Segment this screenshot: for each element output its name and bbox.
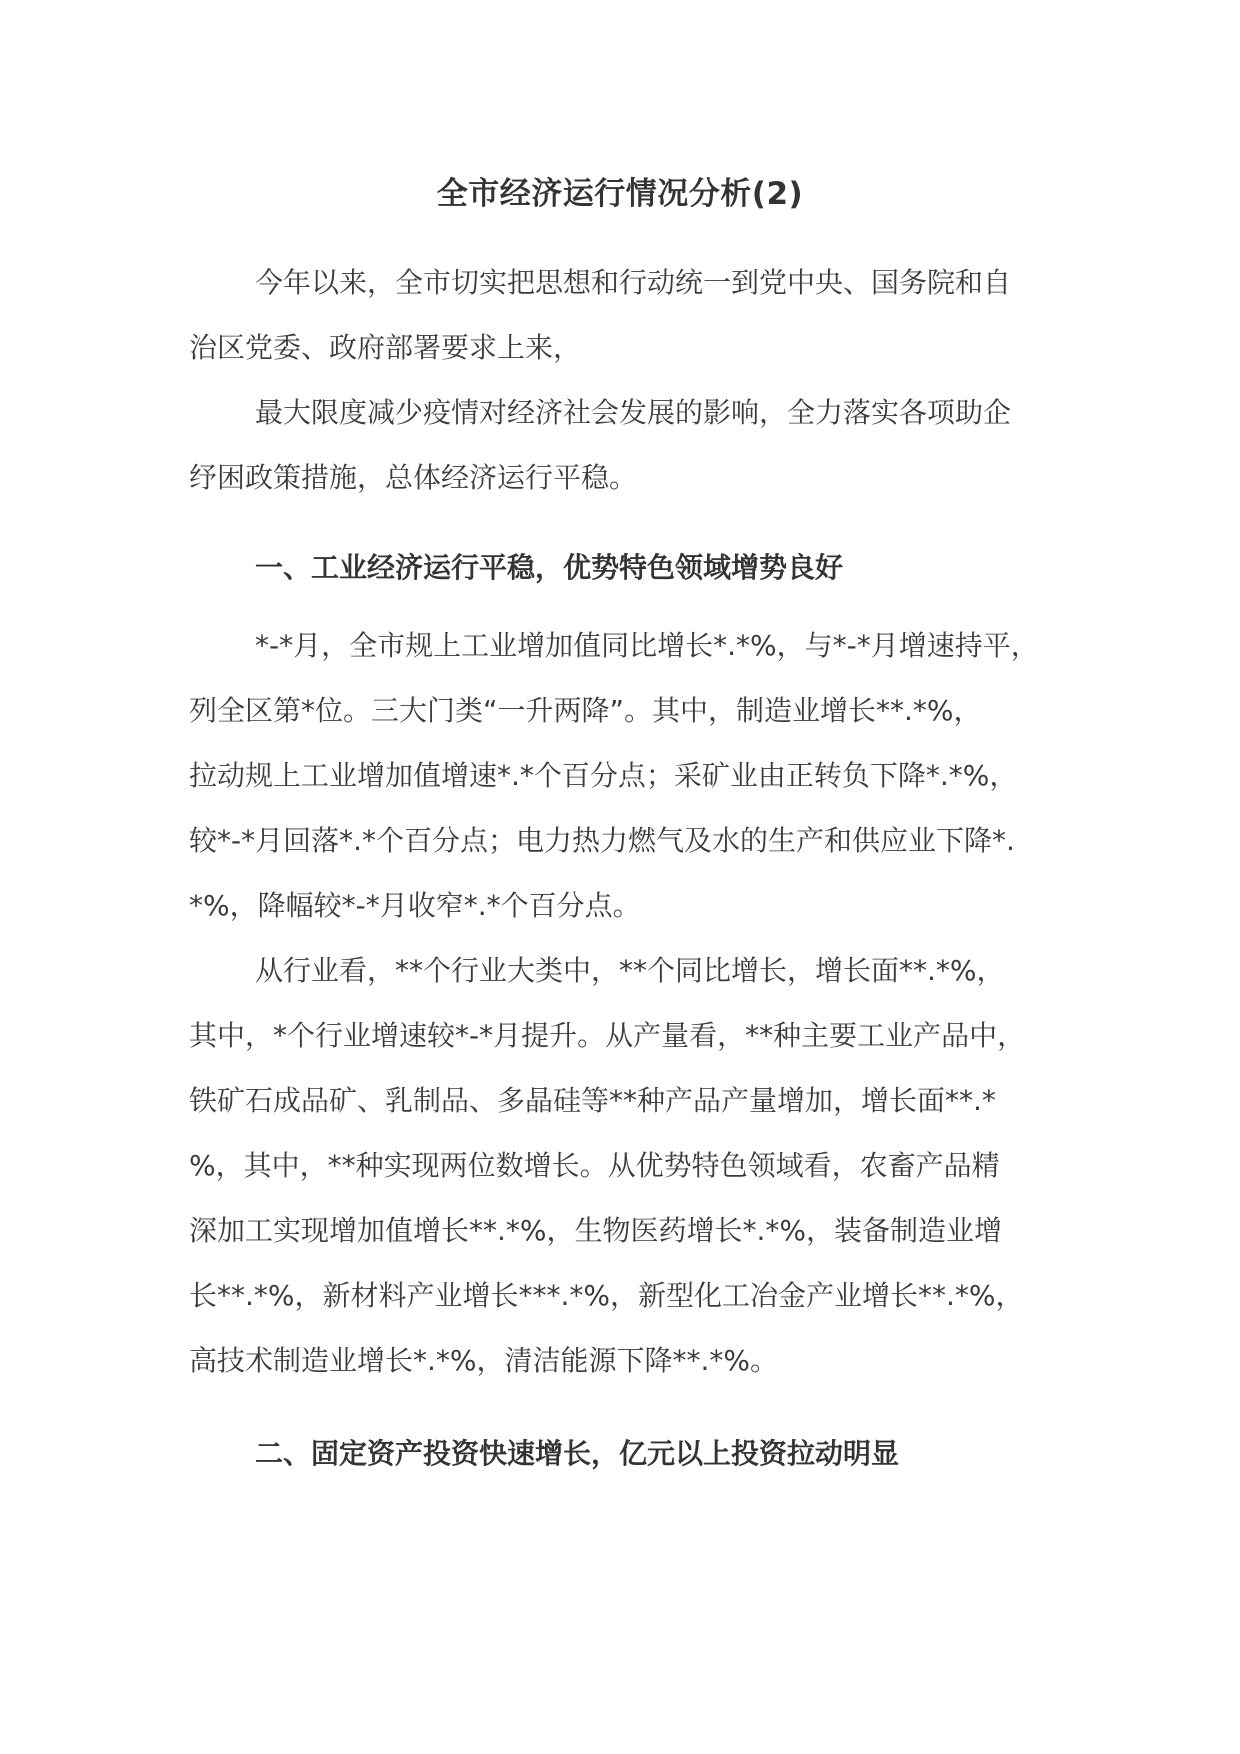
paragraph-line: %，其中，**种实现两位数增长。从优势特色领域看，农畜产品精	[189, 1149, 1000, 1182]
paragraph-line: 深加工实现增加值增长**.*%，生物医药增长*.*%，装备制造业增	[189, 1214, 1003, 1247]
section-heading-industry: 一、工业经济运行平稳，优势特色领域增势良好	[255, 551, 844, 584]
paragraph-line: 从行业看，**个行业大类中，**个同比增长，增长面**.*%，	[255, 954, 1005, 987]
paragraph-line: 纾困政策措施，总体经济运行平稳。	[189, 461, 638, 494]
paragraph-line: 高技术制造业增长*.*%，清洁能源下降**.*%。	[189, 1344, 779, 1377]
document-title: 全市经济运行情况分析(2)	[436, 176, 804, 212]
section-heading-investment: 二、固定资产投资快速增长，亿元以上投资拉动明显	[255, 1437, 900, 1470]
paragraph-industry-output	[189, 613, 1069, 938]
paragraph-measures	[189, 380, 1069, 510]
paragraph-line: 铁矿石成品矿、乳制品、多晶硅等**种产品产量增加，增长面**.*	[189, 1084, 996, 1117]
paragraph-line: 今年以来，全市切实把思想和行动统一到党中央、国务院和自	[255, 266, 1012, 299]
paragraph-line: *%，降幅较*-*月收窄*.*个百分点。	[189, 889, 641, 922]
paragraph-line: *-*月，全市规上工业增加值同比增长*.*%，与*-*月增速持平，	[255, 629, 1039, 662]
paragraph-line: 治区党委、政府部署要求上来，	[189, 331, 582, 364]
paragraph-line: 其中，*个行业增速较*-*月提升。从产量看，**种主要工业产品中，	[189, 1019, 1026, 1052]
paragraph-line: 列全区第*位。三大门类“一升两降”。其中，制造业增长**.*%，	[189, 694, 982, 727]
paragraph-line: 最大限度减少疫情对经济社会发展的影响，全力落实各项助企	[255, 396, 1012, 429]
paragraph-line: 长**.*%，新材料产业增长***.*%，新型化工冶金产业增长**.*%，	[189, 1279, 1024, 1312]
paragraph-intro	[189, 250, 1069, 380]
paragraph-industry-sectors	[189, 938, 1069, 1393]
paragraph-line: 较*-*月回落*.*个百分点；电力热力燃气及水的生产和供应业下降*.	[189, 824, 1015, 857]
paragraph-line: 拉动规上工业增加值增速*.*个百分点；采矿业由正转负下降*.*%，	[189, 759, 1018, 792]
